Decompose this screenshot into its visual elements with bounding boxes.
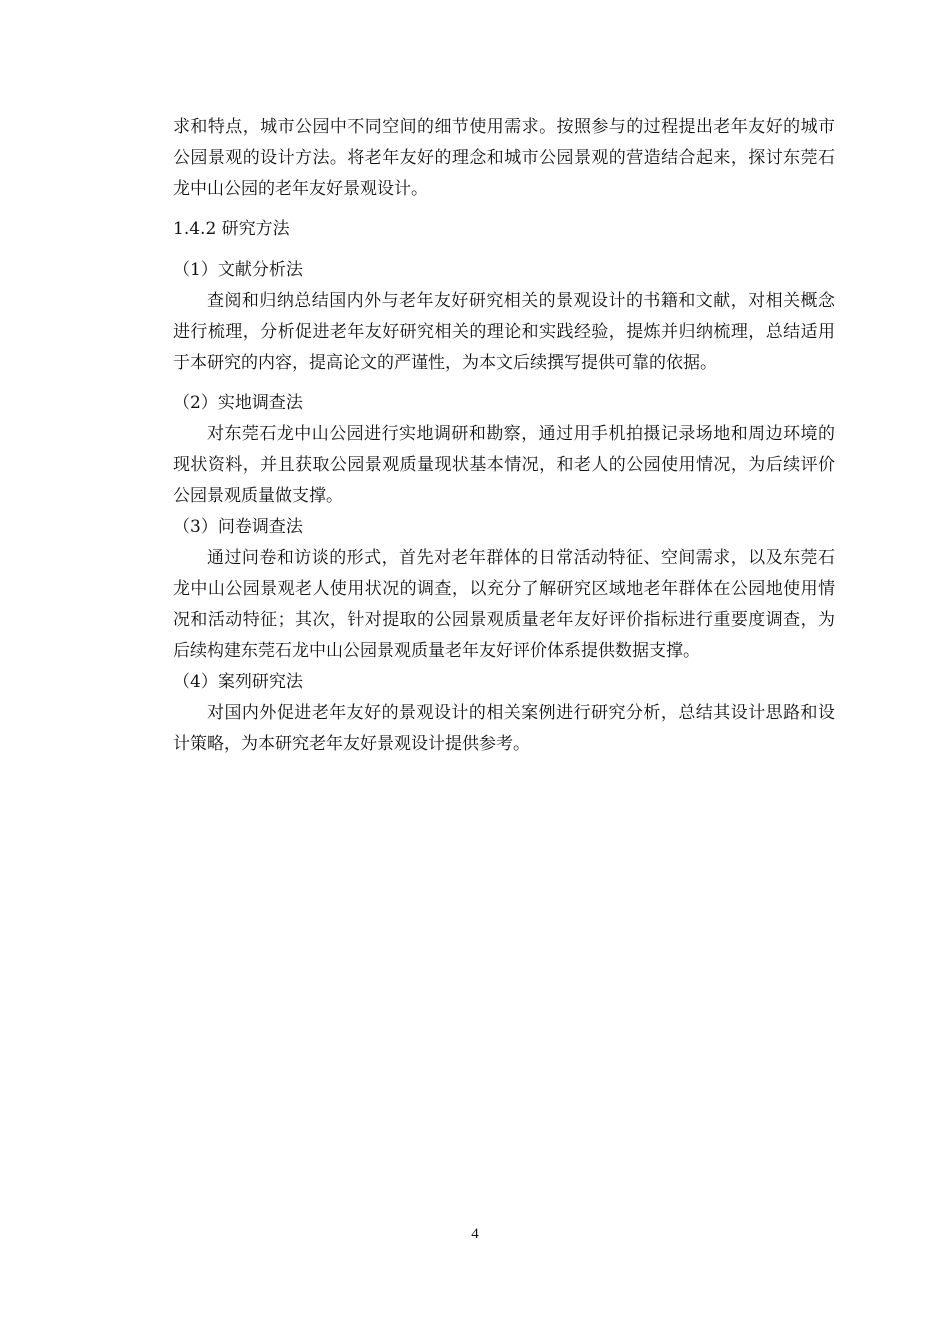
method-title: （1）文献分析法 xyxy=(173,260,303,280)
intro-paragraph: 求和特点，城市公园中不同空间的细节使用需求。按照参与的过程提出老年友好的城市公园景观的设计方法。将老年友好的理念和城市公园景观的营造结合起来，探讨东莞石龙中山公园的老年友好景观设计。 xyxy=(173,117,835,199)
method-block-field-survey xyxy=(173,388,835,512)
method-title: （3）问卷调查法 xyxy=(173,517,303,537)
method-body: 对东莞石龙中山公园进行实地调研和勘察，通过用手机拍摄记录场地和周边环境的现状资料，并且获取公园景观质量现状基本情况，和老人的公园使用情况，为后续评价公园景观质量做支撑。 xyxy=(173,424,835,506)
method-body: 通过问卷和访谈的形式，首先对老年群体的日常活动特征、空间需求，以及东莞石龙中山公园景观老人使用状况的调查，以充分了解研究区域地老年群体在公园地使用情况和活动特征；其次，针对提取的公园景观质量老年友好评价指标进行重要度调查，为后续构建东莞石龙中山公园景观质量老年友好评价体系提供数据支撑。 xyxy=(173,548,835,661)
method-block-literature xyxy=(173,255,835,379)
method-body: 对国内外促进老年友好的景观设计的相关案例进行研究分析，总结其设计思路和设计策略，为本研究老年友好景观设计提供参考。 xyxy=(173,703,835,754)
method-title: （4）案列研究法 xyxy=(173,672,303,692)
spacer xyxy=(173,379,835,388)
method-title: （2）实地调查法 xyxy=(173,393,303,413)
section-heading: 1.4.2 研究方法 xyxy=(173,219,290,239)
page-number: 4 xyxy=(471,1226,479,1242)
method-body: 查阅和归纳总结国内外与老年友好研究相关的景观设计的书籍和文献，对相关概念进行梳理，分析促进老年友好研究相关的理论和实践经验，提炼并归纳梳理，总结适用于本研究的内容，提高论文的严谨性，为本文后续撰写提供可靠的依据。 xyxy=(173,291,835,373)
page-body xyxy=(173,112,835,760)
method-block-questionnaire xyxy=(173,512,835,667)
method-block-case-study xyxy=(173,667,835,760)
